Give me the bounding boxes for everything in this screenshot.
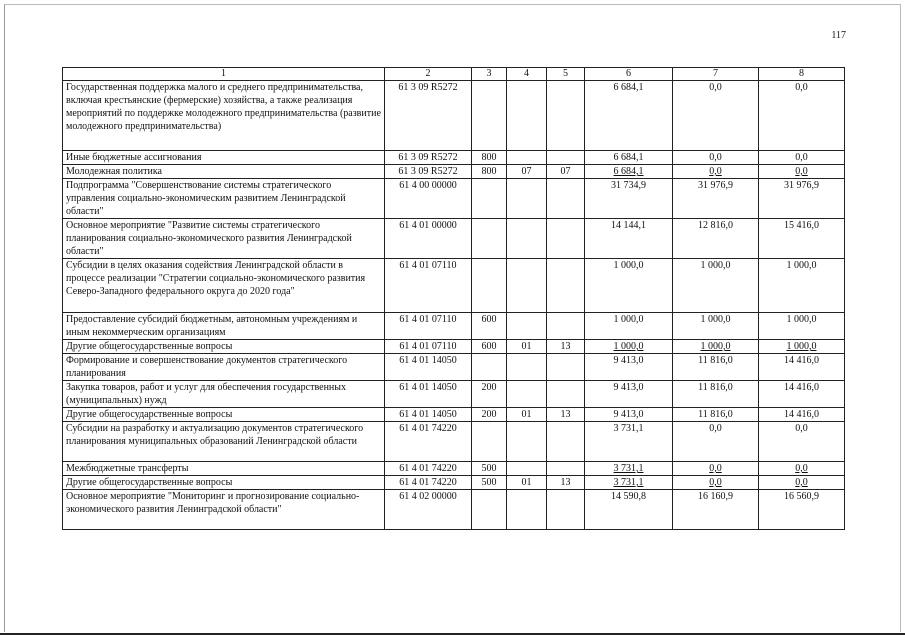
- table-cell: [547, 490, 585, 530]
- table-row: [63, 422, 845, 462]
- cell-text: 0,0: [709, 166, 722, 177]
- table-cell: [385, 81, 472, 151]
- cell-text: 1 000,0: [786, 341, 817, 352]
- table-cell: [472, 381, 507, 408]
- cell-text: 61 4 01 74220: [399, 423, 457, 434]
- table-cell: [385, 422, 472, 462]
- cell-text: 16 160,9: [698, 491, 733, 502]
- cell-text: 6 684,1: [613, 166, 644, 177]
- row-description: [63, 151, 385, 165]
- table-cell: [585, 476, 673, 490]
- table-cell: [507, 151, 547, 165]
- table-cell: [547, 354, 585, 381]
- row-description: [63, 422, 385, 462]
- cell-text: Субсидии на разработку и актуализацию документов стратегического планирования муниципальных образований Ленинградской области: [66, 423, 364, 447]
- cell-text: 0,0: [795, 152, 808, 163]
- cell-text: 3 731,1: [613, 477, 644, 488]
- cell-text: 3 731,1: [613, 423, 644, 434]
- cell-text: 0,0: [709, 152, 722, 163]
- header-cell: 2: [385, 68, 472, 81]
- row-description: [63, 313, 385, 340]
- table-cell: [585, 313, 673, 340]
- table-cell: [507, 219, 547, 259]
- row-description: [63, 219, 385, 259]
- table-cell: [759, 219, 845, 259]
- row-description: [63, 165, 385, 179]
- table-cell: [472, 81, 507, 151]
- table-row: [63, 408, 845, 422]
- cell-text: 6 684,1: [613, 82, 644, 93]
- row-description: [63, 381, 385, 408]
- table-cell: [585, 462, 673, 476]
- table-cell: [472, 165, 507, 179]
- cell-text: 61 4 01 00000: [399, 220, 457, 231]
- cell-text: 1 000,0: [613, 314, 644, 325]
- cell-text: 61 4 01 07110: [399, 341, 457, 352]
- table-row: [63, 179, 845, 219]
- cell-text: 14 590,8: [611, 491, 646, 502]
- row-description: [63, 490, 385, 530]
- cell-text: Основное мероприятие "Развитие системы стратегического планирования социально-экономического развития Ленинградской области": [66, 220, 352, 257]
- cell-text: 9 413,0: [613, 382, 644, 393]
- table-cell: [472, 408, 507, 422]
- row-description: [63, 476, 385, 490]
- row-description: [63, 81, 385, 151]
- cell-text: 31 734,9: [611, 180, 646, 191]
- header-cell: 1: [63, 68, 385, 81]
- table-cell: [472, 313, 507, 340]
- header-cell: 4: [507, 68, 547, 81]
- header-cell: 3: [472, 68, 507, 81]
- cell-text: 61 4 01 14050: [399, 409, 457, 420]
- table-cell: [585, 408, 673, 422]
- cell-text: 07: [560, 166, 571, 177]
- cell-text: 61 4 01 74220: [399, 477, 457, 488]
- table-cell: [507, 165, 547, 179]
- header-cell: 5: [547, 68, 585, 81]
- cell-text: 07: [521, 166, 532, 177]
- cell-text: 61 3 09 R5272: [398, 152, 458, 163]
- cell-text: 500: [481, 463, 497, 474]
- table-row: [63, 81, 845, 151]
- table-cell: [547, 476, 585, 490]
- cell-text: 13: [560, 477, 571, 488]
- cell-text: 01: [521, 409, 532, 420]
- table-cell: [547, 151, 585, 165]
- table-cell: [759, 179, 845, 219]
- cell-text: 31 976,9: [698, 180, 733, 191]
- table-cell: [673, 422, 759, 462]
- table-cell: [585, 259, 673, 313]
- table-row: [63, 340, 845, 354]
- cell-text: Другие общегосударственные вопросы: [66, 409, 233, 420]
- table-cell: [507, 381, 547, 408]
- cell-text: 0,0: [709, 82, 722, 93]
- table-cell: [385, 165, 472, 179]
- table-cell: [759, 490, 845, 530]
- cell-text: 600: [481, 314, 497, 325]
- row-description: [63, 259, 385, 313]
- table-cell: [385, 179, 472, 219]
- cell-text: 0,0: [709, 477, 722, 488]
- table-row: [63, 490, 845, 530]
- cell-text: Иные бюджетные ассигнования: [66, 152, 202, 163]
- cell-text: 61 4 01 14050: [399, 355, 457, 366]
- cell-text: 61 4 01 74220: [399, 463, 457, 474]
- cell-text: 1 000,0: [786, 260, 817, 271]
- table-cell: [673, 340, 759, 354]
- row-description: [63, 462, 385, 476]
- cell-text: 1 000,0: [613, 341, 644, 352]
- table-cell: [585, 422, 673, 462]
- cell-text: 1 000,0: [700, 260, 731, 271]
- budget-table: [62, 67, 845, 530]
- cell-text: 14 416,0: [784, 409, 819, 420]
- table-body: [63, 81, 845, 530]
- table-cell: [759, 313, 845, 340]
- table-cell: [547, 408, 585, 422]
- table-cell: [507, 179, 547, 219]
- table-cell: [507, 259, 547, 313]
- cell-text: 9 413,0: [613, 409, 644, 420]
- table-cell: [759, 259, 845, 313]
- table-cell: [385, 381, 472, 408]
- table-cell: [507, 340, 547, 354]
- cell-text: 61 3 09 R5272: [398, 82, 458, 93]
- cell-text: 13: [560, 341, 571, 352]
- cell-text: 3 731,1: [613, 463, 644, 474]
- cell-text: Другие общегосударственные вопросы: [66, 341, 233, 352]
- row-description: [63, 354, 385, 381]
- cell-text: 61 3 09 R5272: [398, 166, 458, 177]
- cell-text: 1 000,0: [786, 314, 817, 325]
- cell-text: 1 000,0: [613, 260, 644, 271]
- table-cell: [547, 462, 585, 476]
- cell-text: 11 816,0: [698, 382, 733, 393]
- table-cell: [547, 179, 585, 219]
- table-cell: [673, 81, 759, 151]
- table-cell: [472, 151, 507, 165]
- table-row: [63, 476, 845, 490]
- table-cell: [385, 490, 472, 530]
- table-cell: [673, 408, 759, 422]
- table-cell: [673, 259, 759, 313]
- cell-text: 14 416,0: [784, 382, 819, 393]
- table-cell: [507, 354, 547, 381]
- table-cell: [673, 165, 759, 179]
- cell-text: 0,0: [795, 166, 808, 177]
- table-cell: [385, 476, 472, 490]
- cell-text: 0,0: [709, 423, 722, 434]
- table-cell: [472, 219, 507, 259]
- table-cell: [759, 462, 845, 476]
- table-cell: [673, 476, 759, 490]
- table-cell: [759, 422, 845, 462]
- table-cell: [585, 490, 673, 530]
- table-cell: [385, 151, 472, 165]
- table-cell: [472, 179, 507, 219]
- table-cell: [385, 340, 472, 354]
- cell-text: Формирование и совершенствование документов стратегического планирования: [66, 355, 348, 379]
- table-cell: [472, 354, 507, 381]
- header-row: [63, 68, 845, 81]
- cell-text: 6 684,1: [613, 152, 644, 163]
- cell-text: 31 976,9: [784, 180, 819, 191]
- cell-text: 200: [481, 409, 497, 420]
- cell-text: Молодежная политика: [66, 166, 162, 177]
- table-row: [63, 259, 845, 313]
- cell-text: Подпрограмма "Совершенствование системы стратегического управления социально-экономическим развитием Ленинградской области": [66, 180, 346, 217]
- row-description: [63, 340, 385, 354]
- table-cell: [507, 490, 547, 530]
- table-cell: [385, 408, 472, 422]
- table-cell: [547, 219, 585, 259]
- cell-text: 16 560,9: [784, 491, 819, 502]
- cell-text: 0,0: [709, 463, 722, 474]
- table-cell: [673, 354, 759, 381]
- table-cell: [472, 462, 507, 476]
- table-cell: [385, 354, 472, 381]
- cell-text: 61 4 01 07110: [399, 260, 457, 271]
- cell-text: 11 816,0: [698, 355, 733, 366]
- cell-text: 9 413,0: [613, 355, 644, 366]
- table-cell: [547, 381, 585, 408]
- cell-text: 01: [521, 477, 532, 488]
- row-description: [63, 179, 385, 219]
- cell-text: 0,0: [795, 423, 808, 434]
- table-cell: [547, 259, 585, 313]
- table-cell: [673, 179, 759, 219]
- table-cell: [472, 490, 507, 530]
- cell-text: 12 816,0: [698, 220, 733, 231]
- table-cell: [673, 462, 759, 476]
- cell-text: 61 4 01 07110: [399, 314, 457, 325]
- cell-text: 800: [481, 152, 497, 163]
- table-cell: [673, 151, 759, 165]
- cell-text: Другие общегосударственные вопросы: [66, 477, 233, 488]
- table-cell: [385, 462, 472, 476]
- table-cell: [673, 490, 759, 530]
- table-cell: [759, 354, 845, 381]
- table-cell: [585, 219, 673, 259]
- header-cell: 7: [673, 68, 759, 81]
- table-cell: [547, 340, 585, 354]
- table-cell: [585, 151, 673, 165]
- table-cell: [585, 354, 673, 381]
- cell-text: 14 144,1: [611, 220, 646, 231]
- table-cell: [547, 313, 585, 340]
- table-cell: [585, 381, 673, 408]
- table-cell: [385, 313, 472, 340]
- table-row: [63, 165, 845, 179]
- table-cell: [673, 381, 759, 408]
- table-cell: [507, 408, 547, 422]
- header-cell: 8: [759, 68, 845, 81]
- table-cell: [673, 313, 759, 340]
- table-cell: [759, 381, 845, 408]
- table-row: [63, 313, 845, 340]
- cell-text: 11 816,0: [698, 409, 733, 420]
- table-cell: [547, 422, 585, 462]
- table-cell: [472, 259, 507, 313]
- table-row: [63, 219, 845, 259]
- table-cell: [507, 462, 547, 476]
- cell-text: 800: [481, 166, 497, 177]
- cell-text: 01: [521, 341, 532, 352]
- table-cell: [507, 476, 547, 490]
- cell-text: Субсидии в целях оказания содействия Ленинградской области в процессе реализации "Стратегии социально-экономического развития Северо-Западного федерального округа до 2020 года": [66, 260, 366, 297]
- cell-text: 15 416,0: [784, 220, 819, 231]
- cell-text: Государственная поддержка малого и среднего предпринимательства, включая крестьянские (фермерские) хозяйства, а также реализация мероприятий по поддержке молодежного предпринимательства (развитие молодежного предпринимательства): [66, 82, 381, 132]
- table-cell: [385, 259, 472, 313]
- table-cell: [759, 476, 845, 490]
- page-number: 117: [831, 30, 846, 41]
- table-row: [63, 151, 845, 165]
- cell-text: 500: [481, 477, 497, 488]
- table-cell: [759, 165, 845, 179]
- table-cell: [585, 340, 673, 354]
- cell-text: 14 416,0: [784, 355, 819, 366]
- table-cell: [759, 81, 845, 151]
- table-cell: [472, 340, 507, 354]
- table-row: [63, 462, 845, 476]
- cell-text: Межбюджетные трансферты: [66, 463, 189, 474]
- table-cell: [585, 81, 673, 151]
- cell-text: Закупка товаров, работ и услуг для обеспечения государственных (муниципальных) нужд: [66, 382, 347, 406]
- table-cell: [585, 165, 673, 179]
- table-row: [63, 381, 845, 408]
- cell-text: 200: [481, 382, 497, 393]
- table-cell: [472, 476, 507, 490]
- table-cell: [507, 422, 547, 462]
- cell-text: Основное мероприятие "Мониторинг и прогнозирование социально-экономического развития Ленинградской области": [66, 491, 360, 515]
- cell-text: 61 4 00 00000: [399, 180, 457, 191]
- cell-text: 61 4 01 14050: [399, 382, 457, 393]
- cell-text: 1 000,0: [700, 314, 731, 325]
- table-row: [63, 354, 845, 381]
- table-cell: [673, 219, 759, 259]
- cell-text: 61 4 02 00000: [399, 491, 457, 502]
- table-cell: [507, 81, 547, 151]
- table-cell: [547, 165, 585, 179]
- table-cell: [759, 151, 845, 165]
- table-cell: [759, 408, 845, 422]
- table-cell: [585, 179, 673, 219]
- cell-text: 13: [560, 409, 571, 420]
- table-cell: [759, 340, 845, 354]
- table-cell: [547, 81, 585, 151]
- header-cell: 6: [585, 68, 673, 81]
- table-header: [63, 68, 845, 81]
- cell-text: 1 000,0: [700, 341, 731, 352]
- row-description: [63, 408, 385, 422]
- table-cell: [472, 422, 507, 462]
- cell-text: 0,0: [795, 82, 808, 93]
- table-cell: [507, 313, 547, 340]
- cell-text: 600: [481, 341, 497, 352]
- cell-text: Предоставление субсидий бюджетным, автономным учреждениям и иным некоммерческим организациям: [66, 314, 358, 338]
- cell-text: 0,0: [795, 463, 808, 474]
- table-cell: [385, 219, 472, 259]
- cell-text: 0,0: [795, 477, 808, 488]
- bottom-rule: [0, 633, 905, 635]
